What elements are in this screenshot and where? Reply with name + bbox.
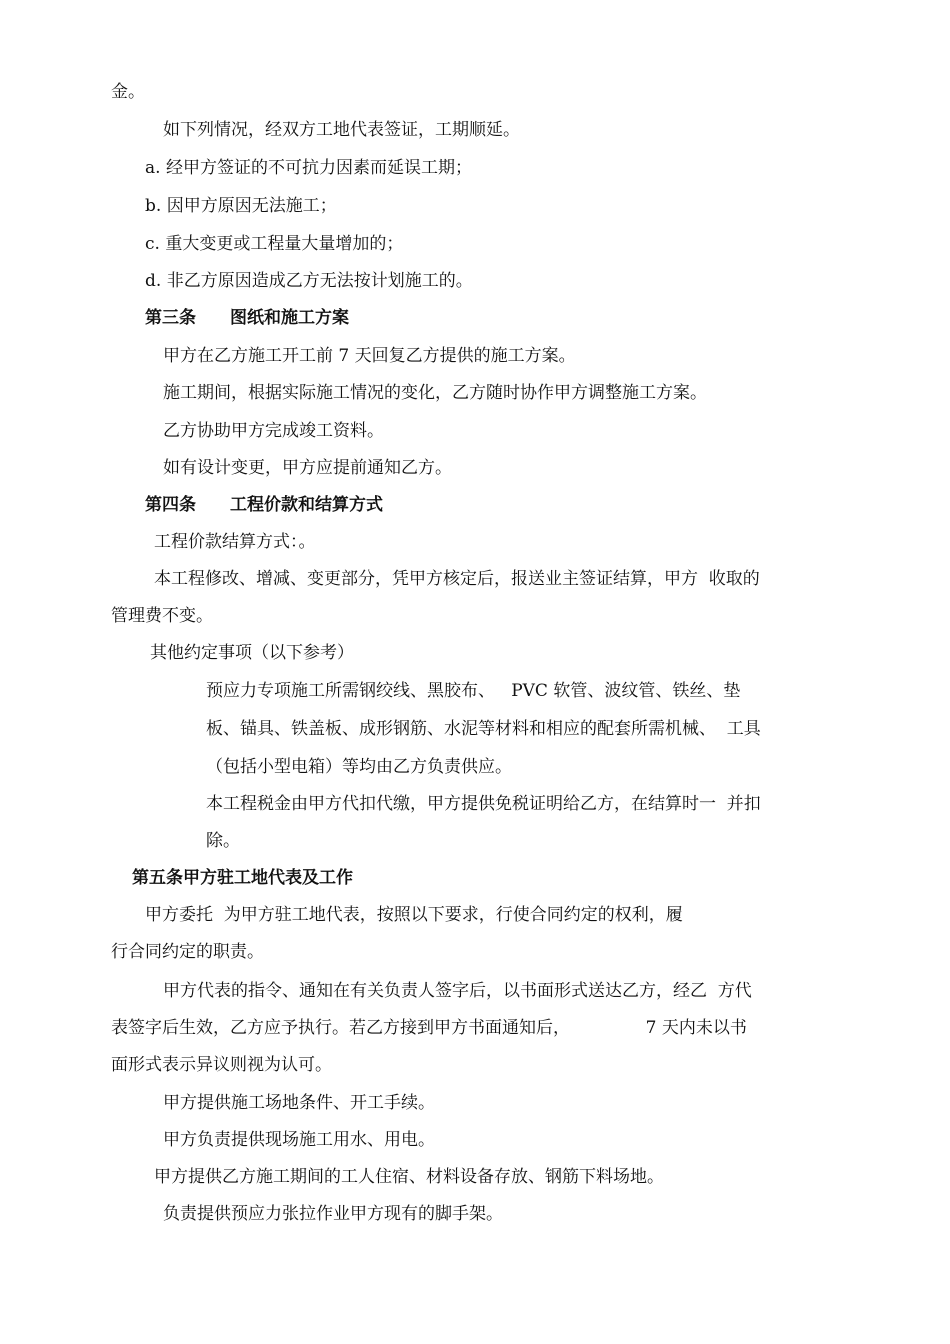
text-line: 施工期间，根据实际施工情况的变化，乙方随时协作甲方调整施工方案。: [163, 383, 707, 403]
text-line: 其他约定事项（以下参考）: [150, 643, 354, 663]
text-line: 如有设计变更，甲方应提前通知乙方。: [163, 458, 452, 478]
text-line: 管理费不变。: [111, 606, 213, 626]
text-line: 除。: [206, 831, 240, 851]
text-line: 本工程税金由甲方代扣代缴，甲方提供免税证明给乙方，在结算时一 并扣: [206, 794, 761, 814]
text-line: 预应力专项施工所需钢绞线、黑胶布、 PVC 软管、波纹管、铁丝、垫: [206, 681, 741, 701]
section-heading: 第四条 工程价款和结算方式: [145, 495, 383, 515]
section-heading: 第五条甲方驻工地代表及工作: [132, 868, 353, 888]
text-line: 甲方在乙方施工开工前 7 天回复乙方提供的施工方案。: [163, 346, 576, 366]
text-line: 甲方委托 为甲方驻工地代表，按照以下要求，行使合同约定的权利，履: [145, 905, 683, 925]
text-line: 面形式表示异议则视为认可。: [111, 1055, 332, 1075]
text-line: 板、锚具、铁盖板、成形钢筋、水泥等材料和相应的配套所需机械、 工具: [206, 719, 761, 739]
text-line: 甲方负责提供现场施工用水、用电。: [163, 1130, 435, 1150]
text-line: 乙方协助甲方完成竣工资料。: [163, 421, 384, 441]
list-item: c. 重大变更或工程量大量增加的；: [145, 234, 404, 254]
text-line: 甲方代表的指令、通知在有关负责人签字后，以书面形式送达乙方，经乙 方代: [163, 981, 752, 1001]
list-item: b. 因甲方原因无法施工；: [145, 196, 337, 216]
text-line: 甲方提供乙方施工期间的工人住宿、材料设备存放、钢筋下料场地。: [154, 1167, 664, 1187]
text-line: 负责提供预应力张拉作业甲方现有的脚手架。: [163, 1204, 503, 1224]
text-line: 甲方提供施工场地条件、开工手续。: [163, 1093, 435, 1113]
text-line: 如下列情况，经双方工地代表签证，工期顺延。: [163, 120, 520, 140]
text-line: 表签字后生效，乙方应予执行。若乙方接到甲方书面通知后， 7 天内未以书: [111, 1018, 747, 1038]
text-line: 本工程修改、增减、变更部分，凭甲方核定后，报送业主签证结算，甲方 收取的: [154, 569, 760, 589]
text-line: 行合同约定的职责。: [111, 942, 264, 962]
list-item: a. 经甲方签证的不可抗力因素而延误工期；: [145, 158, 472, 178]
text-line: 工程价款结算方式：。: [154, 532, 316, 552]
section-heading: 第三条 图纸和施工方案: [145, 308, 349, 328]
text-line: （包括小型电箱）等均由乙方负责供应。: [206, 757, 512, 777]
text-line: 金。: [111, 82, 145, 102]
list-item: d. 非乙方原因造成乙方无法按计划施工的。: [145, 271, 473, 291]
